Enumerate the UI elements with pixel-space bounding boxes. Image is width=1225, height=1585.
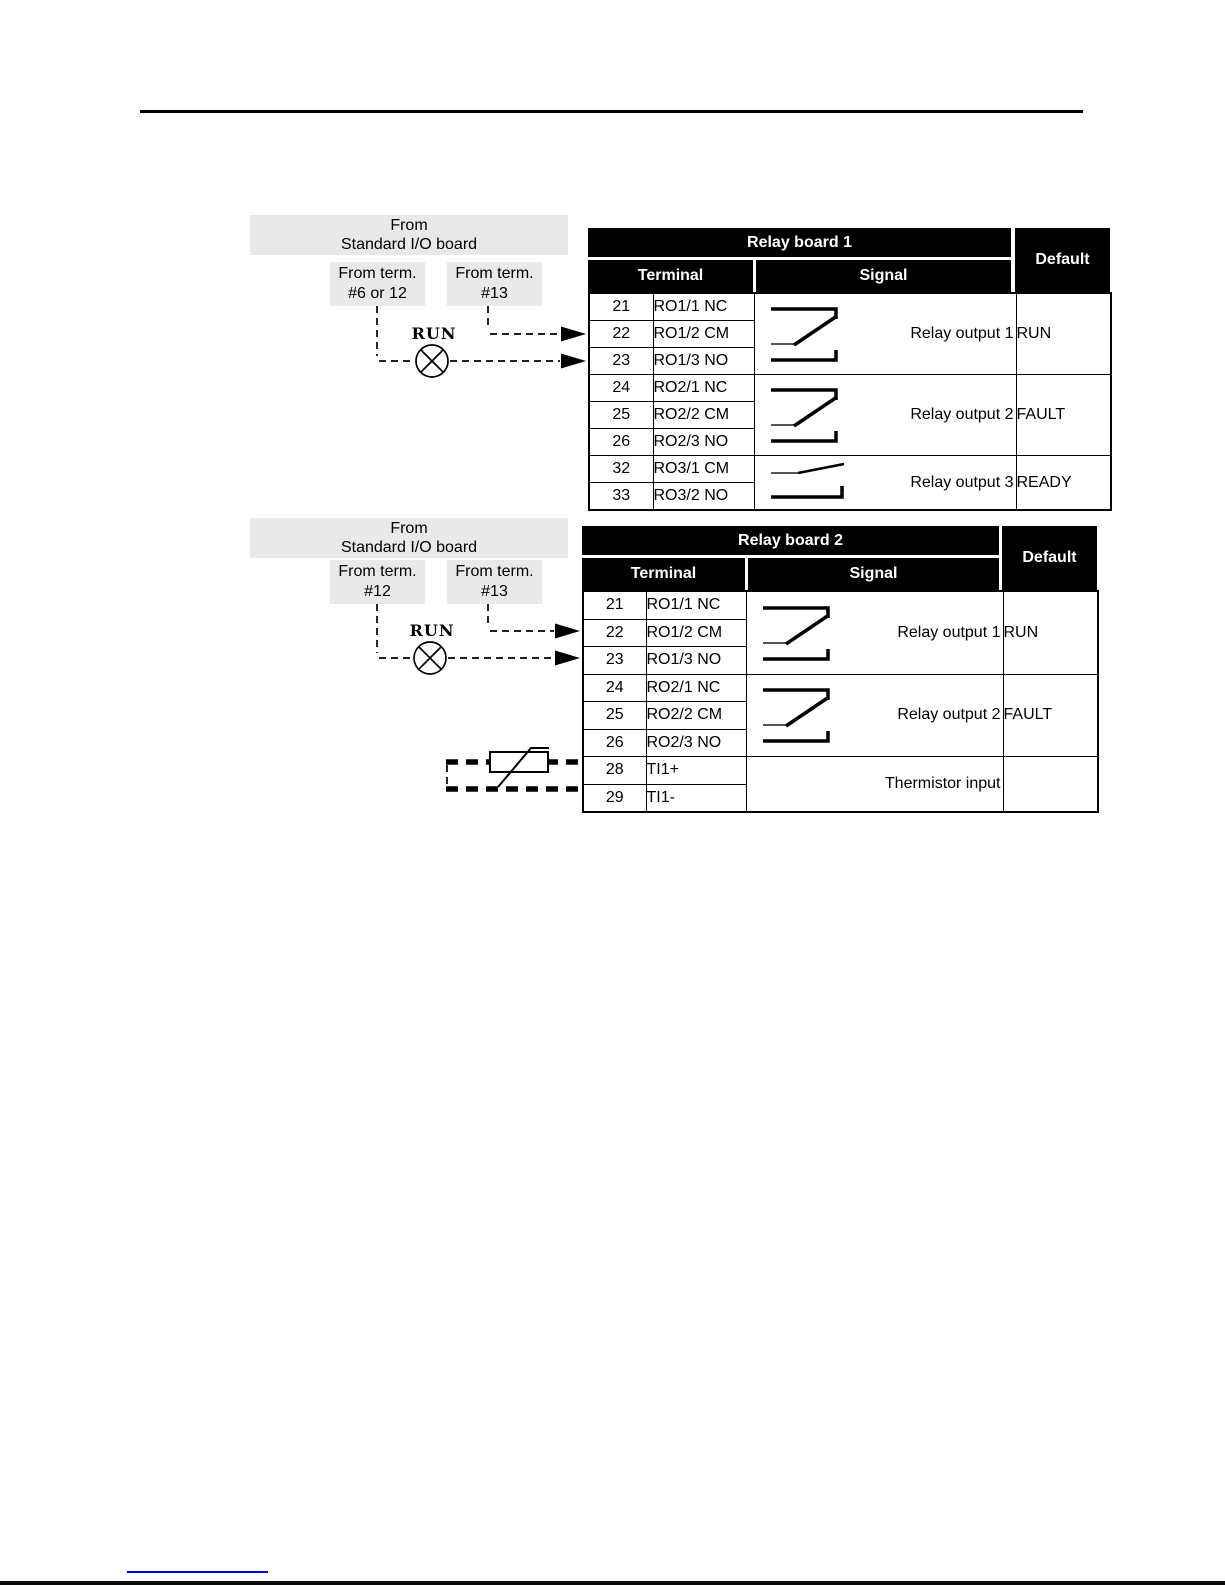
signal-label: Relay output 1 bbox=[897, 623, 1001, 641]
default-value: FAULT bbox=[1016, 375, 1111, 456]
terminal-name: RO1/3 NO bbox=[646, 647, 746, 675]
source-box-2 bbox=[250, 518, 568, 558]
terminal-name: RO1/1 NC bbox=[646, 591, 746, 619]
source-box-line2: Standard I/O board bbox=[340, 539, 478, 556]
terminal-name: RO2/3 NO bbox=[646, 729, 746, 757]
source-box-line2: Standard I/O board bbox=[340, 236, 478, 253]
terminal-number: 22 bbox=[589, 321, 653, 348]
table-row bbox=[583, 591, 1098, 619]
column-header-signal: Signal bbox=[756, 260, 1011, 292]
terminal-number: 33 bbox=[589, 483, 653, 511]
board-title: Relay board 2 bbox=[582, 526, 999, 555]
terminal-name: RO1/1 NC bbox=[653, 293, 754, 321]
signal-cell bbox=[754, 375, 1016, 456]
thermistor-icon bbox=[490, 752, 548, 772]
source-box-line1: From bbox=[390, 217, 428, 234]
arrow-icon bbox=[561, 354, 586, 369]
term-box-line2: #12 bbox=[364, 583, 391, 600]
terminal-name: RO3/2 NO bbox=[653, 483, 754, 511]
signal-cell bbox=[754, 293, 1016, 375]
terminal-number: 23 bbox=[583, 647, 646, 675]
term-box-1-right bbox=[447, 262, 542, 306]
terminal-name: RO2/3 NO bbox=[653, 429, 754, 456]
terminal-name: RO2/1 NC bbox=[653, 375, 754, 402]
term-box-line1: From term. bbox=[338, 563, 417, 580]
terminal-number: 26 bbox=[589, 429, 653, 456]
changeover-contact-icon bbox=[765, 297, 865, 371]
term-box-line2: #6 or 12 bbox=[348, 285, 407, 302]
terminal-name: RO1/3 NO bbox=[653, 348, 754, 375]
terminal-name: RO1/2 CM bbox=[646, 619, 746, 647]
terminal-number: 25 bbox=[589, 402, 653, 429]
signal-label: Relay output 2 bbox=[897, 706, 1001, 724]
changeover-contact-icon bbox=[757, 596, 857, 670]
column-header-signal: Signal bbox=[748, 558, 999, 590]
default-value: FAULT bbox=[1003, 674, 1098, 757]
relay-board-1-table bbox=[588, 292, 1112, 511]
terminal-number: 25 bbox=[583, 702, 646, 730]
relay-board-2-header bbox=[582, 526, 1097, 590]
signal-cell bbox=[754, 456, 1016, 511]
changeover-contact-icon bbox=[757, 678, 857, 752]
table-row bbox=[589, 456, 1111, 483]
column-header-default: Default bbox=[1015, 228, 1110, 292]
terminal-number: 24 bbox=[583, 674, 646, 702]
term-box-line2: #13 bbox=[481, 285, 508, 302]
terminal-number: 22 bbox=[583, 619, 646, 647]
thermistor-circuit bbox=[446, 748, 580, 789]
terminal-number: 28 bbox=[583, 757, 646, 785]
signal-label: Relay output 3 bbox=[910, 473, 1014, 491]
term-box-line1: From term. bbox=[455, 563, 534, 580]
default-value: RUN bbox=[1003, 591, 1098, 674]
table-row bbox=[583, 757, 1098, 785]
terminal-number: 21 bbox=[589, 293, 653, 321]
term-box-2-left bbox=[330, 560, 425, 604]
term-box-line1: From term. bbox=[338, 265, 417, 282]
terminal-name: RO3/1 CM bbox=[653, 456, 754, 483]
table-row bbox=[583, 674, 1098, 702]
no-contact-icon bbox=[765, 459, 865, 507]
terminal-number: 23 bbox=[589, 348, 653, 375]
page-bottom-edge bbox=[0, 1581, 1225, 1585]
table-row bbox=[589, 293, 1111, 321]
changeover-contact-icon bbox=[765, 378, 865, 452]
run-lamp-label-1: RUN bbox=[411, 324, 457, 343]
arrow-icon bbox=[561, 327, 586, 342]
relay-board-1-header bbox=[588, 228, 1110, 292]
signal-label: Thermistor input bbox=[884, 775, 1001, 792]
signal-label: Relay output 1 bbox=[910, 325, 1014, 342]
page-top-rule bbox=[140, 110, 1083, 113]
run-lamp-label-2: RUN bbox=[409, 621, 455, 640]
lamp-icon bbox=[414, 642, 446, 674]
terminal-number: 32 bbox=[589, 456, 653, 483]
column-header-terminal: Terminal bbox=[582, 558, 745, 590]
terminal-number: 26 bbox=[583, 729, 646, 757]
default-value: RUN bbox=[1016, 293, 1111, 375]
source-box-line1: From bbox=[390, 520, 428, 537]
term-box-1-left bbox=[330, 262, 425, 306]
signal-label: Relay output 2 bbox=[910, 406, 1014, 423]
column-header-terminal: Terminal bbox=[588, 260, 753, 292]
signal-cell bbox=[746, 591, 1003, 674]
terminal-number: 21 bbox=[583, 591, 646, 619]
signal-cell bbox=[746, 674, 1003, 757]
terminal-name: TI1+ bbox=[646, 757, 746, 785]
lamp-icon bbox=[416, 345, 448, 377]
terminal-name: RO2/2 CM bbox=[646, 702, 746, 730]
signal-cell bbox=[746, 757, 1003, 813]
arrow-icon bbox=[555, 651, 580, 666]
term-box-line1: From term. bbox=[455, 265, 534, 282]
terminal-number: 24 bbox=[589, 375, 653, 402]
default-value bbox=[1003, 757, 1098, 813]
board-title: Relay board 1 bbox=[588, 228, 1011, 257]
term-box-2-right bbox=[447, 560, 542, 604]
terminal-name: TI1- bbox=[646, 784, 746, 812]
terminal-name: RO2/2 CM bbox=[653, 402, 754, 429]
arrow-icon bbox=[555, 624, 580, 639]
table-row bbox=[589, 375, 1111, 402]
default-value: READY bbox=[1016, 456, 1111, 511]
relay-board-2-table bbox=[582, 590, 1099, 813]
terminal-name: RO2/1 NC bbox=[646, 674, 746, 702]
terminal-number: 29 bbox=[583, 784, 646, 812]
column-header-default: Default bbox=[1002, 526, 1097, 590]
term-box-line2: #13 bbox=[481, 583, 508, 600]
terminal-name: RO1/2 CM bbox=[653, 321, 754, 348]
footer-link-underline bbox=[127, 1571, 268, 1573]
source-box-1 bbox=[250, 215, 568, 255]
